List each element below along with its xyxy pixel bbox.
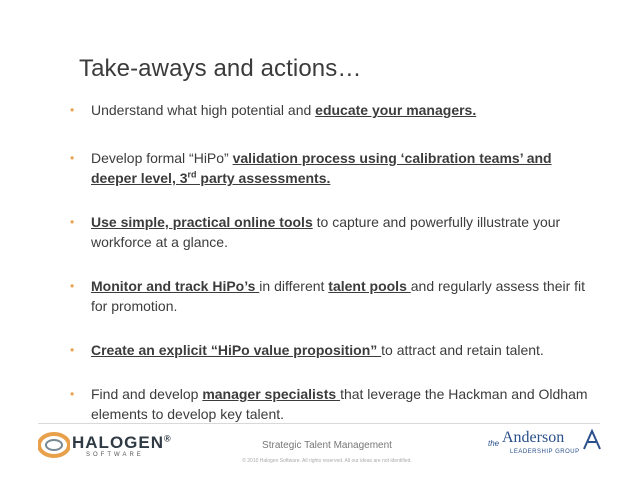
footer-divider	[38, 423, 600, 424]
bullet-item	[70, 276, 590, 316]
bullet-text: Understand what high potential and educate your managers.	[91, 102, 477, 118]
bullet-icon: •	[70, 215, 75, 229]
bullet-item	[70, 212, 590, 252]
bullet-icon: •	[70, 387, 75, 401]
footer-center	[232, 440, 422, 464]
anderson-logo	[488, 427, 608, 467]
bullet-icon: •	[70, 151, 75, 165]
bullet-item	[70, 340, 590, 360]
bullet-item	[70, 100, 590, 120]
bullet-icon: •	[70, 343, 75, 357]
bullet-text: Use simple, practical online tools to capture and powerfully illustrate your workforce at a glance.	[91, 214, 561, 250]
anderson-the: the	[488, 439, 500, 448]
halogen-mark-icon	[38, 432, 70, 458]
footer-copyright: © 2010 Halogen Software. All rights reserved. All our ideas are not identified.	[242, 458, 412, 464]
bullet-icon: •	[70, 279, 75, 293]
halogen-logo	[38, 430, 172, 460]
bullet-item	[70, 384, 590, 424]
anderson-group: LEADERSHIP GROUP	[510, 449, 580, 455]
bullet-icon: •	[70, 103, 75, 117]
halogen-sub: SOFTWARE	[86, 452, 144, 458]
bullet-text: Develop formal “HiPo” validation process using ‘calibration teams’ and deeper level, 3rd party assessments.	[91, 150, 552, 186]
anderson-emblem-icon	[582, 429, 602, 451]
footer-title: Strategic Talent Management	[262, 440, 392, 451]
halogen-wordmark: HALOGEN®	[72, 433, 172, 452]
anderson-name: Anderson	[502, 429, 565, 446]
bullet-item	[70, 148, 590, 188]
slide-title: Take-aways and actions…	[79, 55, 362, 82]
bullet-text: Find and develop manager specialists that leverage the Hackman and Oldham elements to develop key talent.	[91, 386, 588, 422]
bullet-text: Monitor and track HiPo’s in different talent pools and regularly assess their fit for promotion.	[91, 278, 586, 314]
bullet-text: Create an explicit “HiPo value proposition” to attract and retain talent.	[91, 342, 544, 358]
